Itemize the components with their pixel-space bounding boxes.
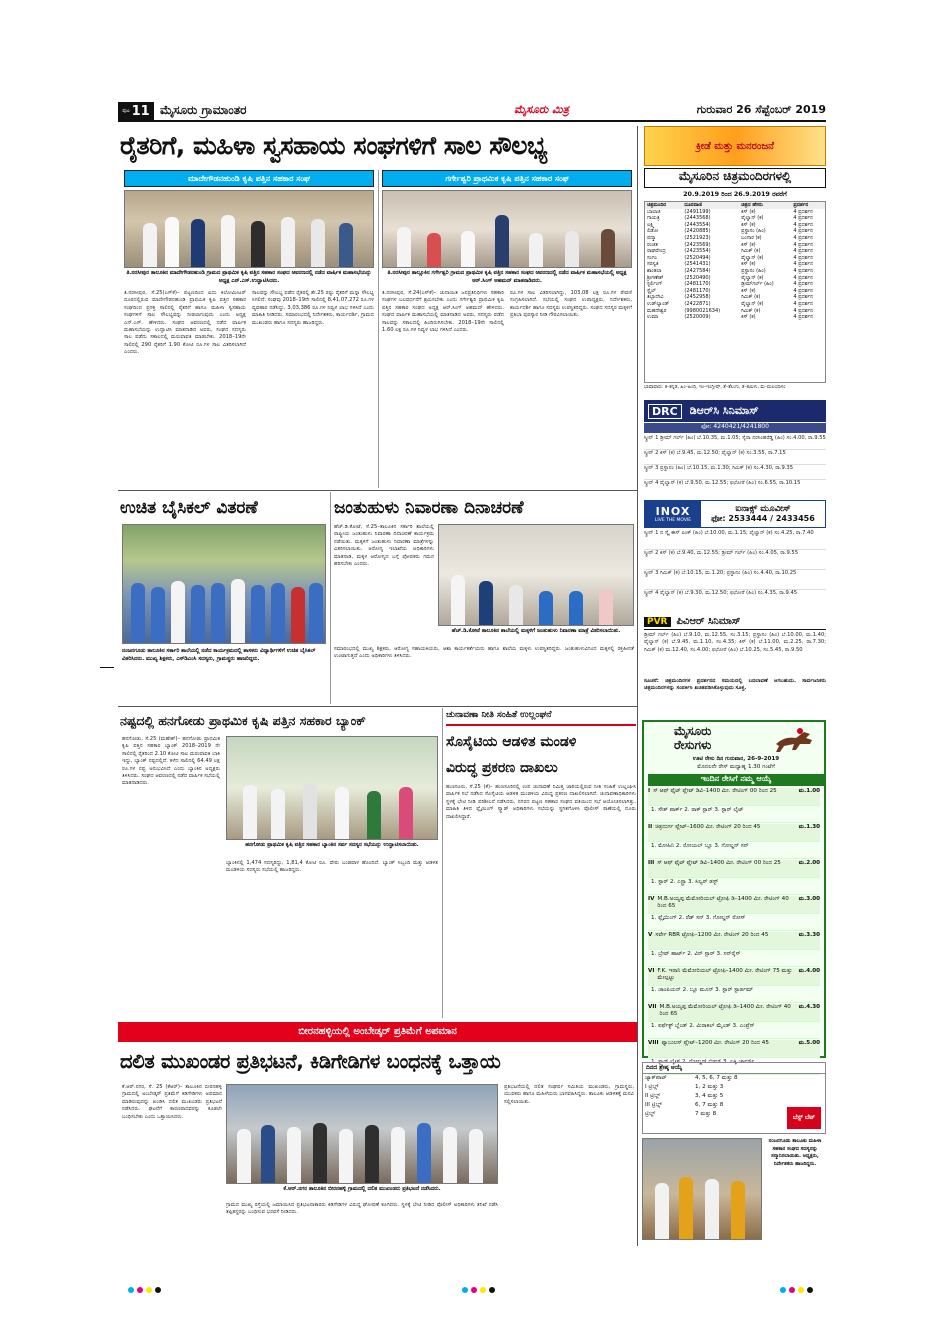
jackpot-cell: I ಟ್ರಿಬ್ಲ್: [645, 1084, 659, 1090]
cinema-cell: 4 ಪ್ರದರ್ಶನ: [793, 241, 813, 248]
pvr-logo: PVR: [644, 617, 671, 627]
cinema-cell: ಪೈಲ್ವಾನ್ (ಕ): [741, 274, 764, 281]
registration-mark: [807, 1287, 813, 1293]
lead-left-caption: ತಿ.ನರಸೀಪುರ ತಾಲೂಕಿನ ಮಾದೇಗೌಡನಹುಂಡಿ ಗ್ರಾಮದ ಪ್ರಾಥಮಿಕ ಕೃಷಿ ಪತ್ತಿನ ಸಹಕಾರ ಸಂಘದ ಆವರಣದಲ್ಲಿ ನಡೆದ ವಾರ್ಷಿಕ ಮಹಾಸಭೆಯನ್ನು ಅಧ್ಯಕ್ಷ ಎನ್.ಎಸ್.ಉದ್ಘಾಟಿಸಿದರು.: [126, 270, 372, 284]
race-number: II: [648, 824, 653, 830]
race-row: [648, 932, 820, 950]
dalit-headline: ದಲಿತ ಮುಖಂಡರ ಪ್ರತಿಭಟನೆ, ಕಿಡಿಗೇಡಿಗಳ ಬಂಧನಕ್ಕೆ ಒತ್ತಾಯ: [120, 1050, 501, 1073]
cinema-row: [645, 215, 825, 222]
inox-row: ಸ್ಕ್ರೀನ್ 4 ಪೈಲ್ವಾನ್ (ಕ) ಬೆ.9.30, ಮ.12.50; ಛಿಛೋರೆ (ಹಿಂ) ಸಂ.4.35, ರಾ.9.45: [644, 590, 798, 596]
masthead: [118, 100, 826, 122]
registration-mark: [137, 1287, 143, 1293]
race-text: F.K. ಇರಾನಿ ಮೆಮೋರಿಯಲ್ ಟ್ರೋಫಿ–1400 ಮೀ. ರೇಟಿಂಗ್ 75 ಮತ್ತು ಮೇಲ್ಪಟ್ಟು: [657, 968, 793, 981]
election-headline-1: ಸೊಸೈಟಿಯ ಆಡಳಿತ ಮಂಡಳಿ: [446, 734, 577, 750]
lead-right-body-1: ತಿ.ನರಸೀಪುರ, ಸೆ.24(ಎಸ್‌ಕೆ)– ಚುನಾಯಿತ ಜನಪ್ರತಿನಿಧಿಗಳು ಸಹಕಾರಿ ಸಂಘಗಳ ಬಲವರ್ಧನೆಗೆ ಶ್ರಮಿಸಬೇಕು ಎಂದು ಗರ್ಗೇಶ್ವರಿ ಪ್ರಾಥಮಿಕ ಕೃಷಿ ಪತ್ತಿನ ಸಹಕಾರ ಸಂಘದ ಅಧ್ಯಕ್ಷ ಆರ್.ಸಿಂಗ್ ಅಹಮದ್ ಹೇಳಿದರು. ಸಂಘದ ವಾರ್ಷಿಕ ಮಹಾಸಭೆಯಲ್ಲಿ ಮಾತನಾಡಿದ ಅವರು, ಸದಸ್ಯರು ಪಡೆದ ಸಾಲವನ್ನು ಸಕಾಲದಲ್ಲಿ ಹಿಂದಿರುಗಿಸಬೇಕು. 2018–19ನೇ ಸಾಲಿನಲ್ಲಿ 1.60 ಲಕ್ಷ ರೂ.ಗಳ ನಿವ್ವಳ ಲಾಭ ಗಳಿಸಿದೆ ಎಂದರು.: [382, 290, 504, 334]
inox-row: ಸ್ಕ್ರೀನ್ 3 ಗಿಮಿಕ್ (ಕ) ಬೆ.10.15, ಮ.1.20; ಪ್ರಸ್ಥಾನಂ (ಹಿಂ) ಸಂ.4.40, ರಾ.10.25: [644, 570, 826, 590]
cinema-cell: ಕಿಸ್ (ಕ): [741, 241, 756, 248]
dalit-body-3: ಪ್ರತಿಭಟನೆಯಲ್ಲಿ ದಲಿತ ಸಂಘರ್ಷ ಸಮಿತಿಯ ಮುಖಂಡರು, ಗ್ರಾಮಸ್ಥರು, ಯುವಕರು ಹಾಗೂ ಮಹಿಳೆಯರು ಭಾಗವಹಿಸಿದ್ದರು. ತಾಲೂಕು ಆಡಳಿತಕ್ಕೆ ಮನವಿ ಸಲ್ಲಿಸಲಾಯಿತು.: [504, 1084, 634, 1105]
deworming-body-2: ಸಮಾರಂಭದಲ್ಲಿ ಮುಖ್ಯ ಶಿಕ್ಷಕರು, ಆರೋಗ್ಯ ಸಹಾಯಕಿಯರು, ಆಶಾ ಕಾರ್ಯಕರ್ತೆಯರು ಹಾಗೂ ಶಾಲೆಯ ಮಕ್ಕಳು ಉಪಸ್ಥಿತರಿದ್ದರು. ಜಂತುಹುಳುವಿನಿಂದ ಮಕ್ಕಳಲ್ಲಿ ರಕ್ತಹೀನತೆ ಉಂಟಾಗುತ್ತದೆ ಎಂದು ಅಧಿಕಾರಿಗಳು ತಿಳಿಸಿದರು.: [334, 646, 634, 660]
jackpot-box: [642, 1062, 826, 1134]
cinema-cell: ಡ್ರೀಮ್‌ಗರ್ಲ್ (ಹಿಂ): [741, 281, 774, 288]
jackpot-cell: 4, 5, 6, 7 ಮತ್ತು 8: [695, 1075, 738, 1081]
lead-left-body-1: ತಿ.ನರಸೀಪುರ, ಸೆ.25(ಎಸ್‌ಕೆ)– ಪಟ್ಟಣದಿಂದ ಐದು ಕಿಲೋಮೀಟರ್ ದೂರದಲ್ಲಿರುವ ಮಾದೇಗೌಡನಹುಂಡಿ ಪ್ರಾಥಮಿಕ ಕೃಷಿ ಪತ್ತಿನ ಸಹಕಾರ ಸಂಘದಿಂದ ಪ್ರಸಕ್ತ ಸಾಲಿನಲ್ಲಿ ರೈತರಿಗೆ ಹಾಗೂ ಮಹಿಳಾ ಸ್ವಸಹಾಯ ಸಂಘಗಳಿಗೆ ಸಾಲ ಸೌಲಭ್ಯವನ್ನು ನೀಡಲಾಗುವುದು ಎಂದು ಅಧ್ಯಕ್ಷ ಎನ್.ಎಸ್. ಹೇಳಿದರು. ಸಂಘದ ಆವರಣದಲ್ಲಿ ನಡೆದ ವಾರ್ಷಿಕ ಮಹಾಸಭೆಯನ್ನು ಉದ್ಘಾಟಿಸಿ ಮಾತನಾಡಿದ ಅವರು, ಸಂಘದ ಸದಸ್ಯರು ಸಾಲ ಪಡೆದು ಸಕಾಲದಲ್ಲಿ ಮರುಪಾವತಿ ಮಾಡಬೇಕು. 2018–19ನೇ ಸಾಲಿನಲ್ಲಿ 290 ರೈತರಿಗೆ 1.90 ಕೋಟಿ ರೂ.ಗಳ ಸಾಲ ವಿತರಿಸಲಾಗಿದೆ ಎಂದರು.: [124, 290, 246, 356]
cycle-caption: ನಂಜನಗೂಡು ತಾಲೂಕಿನ ಸರ್ಕಾರಿ ಶಾಲೆಯಲ್ಲಿ ನಡೆದ ಕಾರ್ಯಕ್ರಮದಲ್ಲಿ ಶಾಸಕರು ವಿದ್ಯಾರ್ಥಿಗಳಿಗೆ ಉಚಿತ ಬೈಸಿಕಲ್ ವಿತರಿಸಿದರು. ಮುಖ್ಯ ಶಿಕ್ಷಕರು, ಎಸ್‌ಡಿಎಂಸಿ ಸದಸ್ಯರು, ಗ್ರಾಮಸ್ಥರು ಹಾಜರಿದ್ದರು.: [122, 648, 316, 662]
cinema-cell: (2520490): [684, 274, 711, 281]
drc-listing: [644, 435, 826, 497]
race-time: ಮ.1.00: [798, 788, 820, 794]
jackpot-cell: III ಟ್ರಿಬ್ಲ್: [645, 1102, 662, 1108]
bank-caption: ಹನಗೋಡು ಪ್ರಾಥಮಿಕ ಕೃಷಿ ಪತ್ತಿನ ಸಹಕಾರ ಬ್ಯಾಂಕಿನ ಸರ್ವ ಸದಸ್ಯರ ಸಭೆಯನ್ನು ಉದ್ಘಾಟಿಸಲಾಯಿತು.: [245, 842, 419, 848]
cinema-cell: (2491199): [684, 208, 711, 215]
jackpot-cell: 7 ಮತ್ತು 8: [695, 1111, 717, 1117]
cinema-cell: (2452958): [684, 294, 711, 301]
race-time: ಮ.3.30: [798, 932, 820, 938]
cycle-headline: ಉಚಿತ ಬೈಸಿಕಲ್ ವಿತರಣೆ: [120, 498, 258, 518]
cinema-cell: 4 ಪ್ರದರ್ಶನ: [793, 261, 813, 268]
inox-row: ಸ್ಕ್ರೀನ್ 2 ಕಿಸ್ (ಕ) ಬೆ.9.40, ಮ.12.55; ಡ್ರೀಮ್ ಗರ್ಲ್ (ಹಿಂ) ಸಂ.4.05, ರಾ.9.55: [644, 550, 826, 570]
inox-header: [644, 500, 826, 528]
jackpot-row: [643, 1101, 783, 1110]
race-time: ಮ.3.00: [798, 896, 820, 902]
race-row: [648, 860, 820, 878]
cinema-cell: 4 ಪ್ರದರ್ಶನ: [793, 300, 813, 307]
lead-left-body-2: ಸಾಲವನ್ನು ಸೌಲಭ್ಯ ಪಡೆದ ರೈತರಲ್ಲಿ ಶೇ.25 ರಷ್ಟು ರೈತರಿಗೆ ಮನ್ನಾ ಸೌಲಭ್ಯ ಸಿಗಲಿದೆ. ಸಂಘವು 2018–19ನೇ ಸಾಲಿನಲ್ಲಿ 8,41,07,272 ರೂ.ಗಳ ವ್ಯವಹಾರ ನಡೆಸಿದ್ದು, 3,03,386 ರೂ.ಗಳ ನಿವ್ವಳ ಲಾಭ ಗಳಿಸಿದೆ ಎಂದು ಮಾಹಿತಿ ನೀಡಿದರು. ಸಮಾರಂಭದಲ್ಲಿ ನಿರ್ದೇಶಕರು, ಕಾರ್ಯದರ್ಶಿ, ಗ್ರಾಮದ ಮುಖಂಡರು ಹಾಗೂ ಸದಸ್ಯರು ಹಾಜರಿದ್ದರು.: [252, 290, 374, 326]
drc-row: ಸ್ಕ್ರೀನ್ 3 ಪ್ರಸ್ಥಾನಂ (ಹಿಂ) ಬೆ.10.15, ಮ.1.30; ಗಿಮಿಕ್ (ಕ) ಸಂ.4.30, ರಾ.9.35: [644, 465, 826, 480]
cinema-cell: ಗಾಯತ್ರಿ: [647, 215, 660, 222]
race-text: ಚಿತ್ರದುರ್ಗ ಪ್ಲೇಟ್–1600 ಮೀ. ರೇಟಿಂಗ್ 20 ರಿಂದ 45: [655, 824, 761, 830]
jackpot-cell: 1, 2 ಮತ್ತು 3: [695, 1084, 724, 1090]
pvr-header: [644, 614, 826, 630]
inox-title: ಐನಾಕ್ಸ್ ಮೂವೀಸ್: [735, 504, 791, 514]
race-text: 1. ಸ್ಟಾರ್ 2. ಎಸ್ಟ್ರಾ 3. ಸಿಲ್ವರ್ ಡಸ್ಟ್: [651, 879, 719, 885]
registration-mark: [146, 1287, 152, 1293]
cinema-cell: ಶ್ರೀಗಣೇಶ್: [647, 274, 664, 281]
cinema-cell: (2422871): [684, 300, 711, 307]
jackpot-cell: 3, 4 ಮತ್ತು 5: [695, 1093, 724, 1099]
race-row: [648, 824, 820, 842]
dalit-photo: [226, 1084, 498, 1184]
dalit-caption: ಕೆ.ಆರ್.ನಗರ ತಾಲೂಕಿನ ಬೀರನಹಳ್ಳಿ ಗ್ರಾಮದಲ್ಲಿ ದಲಿತ ಮುಖಂಡರು ಪ್ರತಿಭಟನೆ ನಡೆಸಿದರು.: [283, 1186, 441, 1192]
drc-row: ಸ್ಕ್ರೀನ್ 2 ಕಿಸ್ (ಕ) ಬೆ.9.45, ಮ.12.50; ಪೈಲ್ವಾನ್ (ಕ) ಸಂ.3.55, ರಾ.7.15: [644, 450, 826, 465]
drc-row: ಸ್ಕ್ರೀನ್ 1 ಡ್ರೀಮ್ ಗರ್ಲ್ (ಹಿಂ) ಬೆ.10.35, ಮ.1.05; ಸೈರಾ ನರಸಿಂಹರೆಡ್ಡಿ (ಹಿಂ) ಸಂ.4.00, ರಾ.9.55: [644, 435, 826, 450]
cinema-cell: (2520494): [684, 254, 711, 261]
lead-right-caption: ತಿ.ನರಸೀಪುರ ತಾಲ್ಲೂಕಿನ ಗರ್ಗೇಶ್ವರಿ ಗ್ರಾಮದ ಪ್ರಾಥಮಿಕ ಕೃಷಿ ಪತ್ತಿನ ಸಹಕಾರ ಸಂಘದ ಆವರಣದಲ್ಲಿ ನಡೆದ ವಾರ್ಷಿಕ ಮಹಾಸಭೆಯಲ್ಲಿ ಅಧ್ಯಕ್ಷ ಆರ್.ಸಿಂಗ್ ಅಹಮದ್ ಮಾತನಾಡಿದರು.: [387, 270, 627, 284]
race-row: [648, 896, 820, 914]
cinema-cell: ಪ್ರಸ್ಥಾನಂ (ಹಿಂ): [741, 267, 766, 274]
cinema-cell: ಉಡ್‌ಲ್ಯಾಂಡ್: [647, 300, 670, 307]
cinema-row: [645, 235, 825, 242]
jackpot-cell: ಟ್ರಿಬ್ಲ್: [645, 1111, 656, 1117]
cinema-row: [645, 294, 825, 301]
drc-phone: ಫೋ: 4240421/4241800: [644, 423, 826, 433]
race-time: ಮ.4.30: [798, 1004, 820, 1010]
race-text: 1. ಸ್ಟಾರ್ ಲೈಟ್ 2. ಗೋಲ್ಡನ್ ಬೀಮ್ 3. ಲಕ್ಕಿ ಚಾರ್ಮ್: [651, 1059, 755, 1065]
jackpot-cell: ಜ್ಯಾಕ್‌ಪಾಟ್: [645, 1075, 667, 1081]
felicitation-photo: [642, 1138, 762, 1240]
election-headline-2: ವಿರುದ್ಧ ಪ್ರಕರಣ ದಾಖಲು: [446, 760, 558, 776]
cycle-photo: [122, 524, 326, 644]
cinema-row: [645, 268, 825, 275]
cinema-row: [645, 275, 825, 282]
drc-title: ಡಿಆರ್‌ಸಿ ಸಿನಿಮಾಸ್: [689, 404, 759, 417]
cinema-row: [645, 308, 825, 315]
cinema-cell: ಶಾಂತಲಾ: [647, 267, 662, 274]
race-selection-row: [648, 915, 820, 931]
lead-right-body-2: ರೂ.ಗಳ ಸಾಲ ವಿತರಿಸಲಾಗಿದ್ದು, 103.08 ಲಕ್ಷ ರೂ.ಗಳ ಠೇವಣಿ ಸಂಗ್ರಹಿಸಲಾಗಿದೆ. ಸಭೆಯಲ್ಲಿ ಸಂಘದ ಉಪಾಧ್ಯಕ್ಷರು, ನಿರ್ದೇಶಕರು, ಕಾರ್ಯದರ್ಶಿ ಹಾಗೂ ಸದಸ್ಯರು ಉಪಸ್ಥಿತರಿದ್ದರು. ಸಂಘದ ಸದಸ್ಯರ ಮಕ್ಕಳಿಗೆ ಪ್ರತಿಭಾ ಪುರಸ್ಕಾರ ನೀಡಿ ಗೌರವಿಸಲಾಯಿತು.: [510, 290, 632, 319]
race-number: IV: [648, 896, 655, 902]
cinema-cell: (2443568): [684, 215, 711, 222]
deworming-headline: ಜಂತುಹುಳು ನಿವಾರಣಾ ದಿನಾಚರಣೆ: [334, 498, 524, 518]
inox-row: ಸ್ಕ್ರೀನ್ 1 ದ ಸ್ಕೈ ಈಸ್ ಪಿಂಕ್ (ಹಿಂ) ಬೆ.10.00, ಮ.1.15; ಪೈಲ್ವಾನ್ (ಕ) ಸಂ.4.25, ರಾ.7.40: [644, 530, 826, 550]
registration-mark: [489, 1287, 495, 1293]
race-row: [648, 1004, 820, 1022]
election-kicker: ಚುನಾವಣಾ ನೀತಿ ಸಂಹಿತೆ ಉಲ್ಲಂಘನೆ: [446, 710, 636, 726]
race-selection-row: [648, 987, 820, 1003]
cinema-cell: (2423554): [684, 248, 711, 255]
cinema-cell: ರಾಘವೇಂದ್ರ: [647, 248, 666, 255]
registration-mark: [480, 1287, 486, 1293]
pvr-listing: ಡ್ರೀಮ್ ಗರ್ಲ್ (ಹಿಂ) ಬೆ.9.10, ಮ.12.55, ಸಂ.3.15; ಪ್ರಸ್ಥಾನಂ (ಹಿಂ) ಬೆ.10.00, ಮ.1.40; ಪೈಲ್ವಾನ್ (ಕ) ಬೆ.9.45, ಮ.1.10, ಸಂ.4.35; ಕಿಸ್ (ಕ) ಬೆ.11.00, ಮ.2.25, ರಾ.7.30; ಗಿಮಿಕ್ (ಕ) ಮ.12.40, ಸಂ.4.00; ಛಿಛೋರೆ (ಹಿಂ) ಬೆ.10.25, ಸಂ.5.45, ರಾ.9.50: [644, 632, 826, 653]
cinema-row: [645, 255, 825, 262]
newspaper-page: [118, 100, 826, 1245]
jackpot-row: [643, 1110, 783, 1119]
race-time: ಮ.5.00: [798, 1040, 820, 1046]
deworming-body-1: ಹೆಚ್.ಡಿ.ಕೋಟೆ, ಸೆ.25–ತಾಲೂಕಿನ ಸರ್ಕಾರಿ ಶಾಲೆಯಲ್ಲಿ ರಾಷ್ಟ್ರೀಯ ಜಂತುಹುಳು ನಿವಾರಣಾ ದಿನಾಚರಣೆ ಕಾರ್ಯಕ್ರಮ ನಡೆಯಿತು. ಮಕ್ಕಳಿಗೆ ಜಂತುಹುಳು ನಿವಾರಣಾ ಮಾತ್ರೆಗಳನ್ನು ವಿತರಿಸಲಾಯಿತು. ಆರೋಗ್ಯ ಇಲಾಖೆಯ ಅಧಿಕಾರಿಗಳು ಮಾತನಾಡಿ, ಮಕ್ಕಳ ಆರೋಗ್ಯದ ಬಗ್ಗೆ ಪೋಷಕರು ಗಮನ ಹರಿಸಬೇಕು ಎಂದರು.: [334, 524, 434, 568]
registration-mark: [155, 1287, 161, 1293]
race-selection-row: [648, 807, 820, 823]
bank-photo: [226, 736, 438, 840]
cinema-cell: (9980021634): [684, 307, 721, 314]
race-selection-row: [648, 843, 820, 859]
cinema-row: [645, 301, 825, 308]
cinema-cell: (2427584): [684, 267, 711, 274]
cinema-cell: ಗಿಮಿಕ್ (ಕ): [741, 307, 761, 314]
cinema-cell: ಪೈಲ್ವಾನ್ (ಕ): [741, 300, 764, 307]
race-text: 1. ಮೋಹಿನಿ 2. ರೋಯಲ್ ಬ್ಲೂ 3. ಗೋಲ್ಡನ್ ಸನ್: [651, 843, 749, 849]
cinema-cell: ಬಾಲಾಜಿ: [647, 208, 661, 215]
jackpot-row: [643, 1092, 783, 1101]
cinema-cell: ಉಮಾ: [647, 314, 659, 321]
cinema-cell: 4 ಪ್ರದರ್ಶನ: [793, 208, 813, 215]
registration-mark: [789, 1287, 795, 1293]
deworming-photo: [438, 524, 634, 626]
sports-entertainment-banner: [644, 126, 826, 166]
race-selection-row: [648, 1023, 820, 1039]
cinema-cell: ಕಿಸ್ (ಕ): [741, 314, 756, 321]
race-time: ಮ.4.00: [798, 968, 820, 974]
cinema-table-header: [645, 202, 825, 209]
races-city: ಮೈಸೂರು: [674, 724, 712, 738]
cinema-date-range: 20.9.2019 ರಿಂದ 26.9.2019 ರವರೆಗೆ: [683, 190, 787, 198]
registration-mark: [471, 1287, 477, 1293]
col-theatre: ಚಿತ್ರಮಂದಿರ: [647, 202, 667, 208]
lead-right-bar: ಗರ್ಗೇಶ್ವರಿ ಪ್ರಾಥಮಿಕ ಕೃಷಿ ಪತ್ತಿನ ಸಹಕಾರ ಸಂಘ: [382, 170, 632, 187]
inox-logo: INOX: [655, 505, 691, 518]
fold-mark: [100, 667, 114, 668]
jackpot-title: ದಿನದ ಶ್ರೇಷ್ಠ ಆಯ್ಕೆ: [643, 1063, 825, 1074]
cinema-row: [645, 281, 825, 288]
cinema-cell: 4 ಪ್ರದರ್ಶನ: [793, 294, 813, 301]
cinema-cell: ಕಿಸ್ (ಕ): [741, 221, 756, 228]
race-text: ಸರ್ವೇ RBR ಟ್ರೋಫಿ–1200 ಮೀ. ರೇಟಿಂಗ್ 20 ರಿಂದ 45: [655, 932, 769, 938]
race-row: [648, 788, 820, 806]
cinema-cell: ತಿಬ್ಬಾದೇವಿ: [647, 294, 664, 301]
race-selection-row: [648, 879, 820, 895]
cinema-cell: ಸಂಗಂ: [647, 254, 657, 261]
cinema-row: [645, 228, 825, 235]
col-shows: ಪ್ರದರ್ಶನ: [793, 202, 809, 208]
drc-header: [644, 400, 826, 422]
race-time: ಮ.1.30: [798, 824, 820, 830]
cinema-cell: (2481170): [684, 287, 711, 294]
cinema-row: [645, 288, 825, 295]
cinema-row: [645, 261, 825, 268]
jackpot-cell: 6, 7 ಮತ್ತು 8: [695, 1102, 724, 1108]
cinema-cell: ಗಿಮಿಕ್ (ಕ): [741, 248, 761, 255]
lead-right-photo: [382, 190, 632, 268]
cinema-row: [645, 242, 825, 249]
cinema-cell: ಸ್ಟೈಲ್: [647, 287, 656, 294]
deworming-caption: ಹೆಚ್.ಡಿ.ಕೋಟೆ ತಾಲೂಕಿನ ಶಾಲೆಯಲ್ಲಿ ಮಕ್ಕಳಿಗೆ ಜಂತುಹುಳು ನಿವಾರಣಾ ಮಾತ್ರೆ ವಿತರಿಸಲಾಯಿತು.: [451, 628, 621, 634]
cinema-cell: ಕಿಸ್ (ಕ): [741, 287, 756, 294]
race-text: M.B.ಅಯ್ಯಪ್ಪ ಮೆಮೋರಿಯಲ್ ಟ್ರೋಫಿ ಡಿ–1400 ಮೀ. ರೇಟಿಂಗ್ 40 ರಿಂದ 65: [659, 1004, 791, 1017]
cinema-cell: (2521923): [684, 234, 711, 241]
race-number: I: [648, 788, 651, 794]
bank-headline: ನಷ್ಟದಲ್ಲಿ ಹನಗೋಡು ಪ್ರಾಥಮಿಕ ಕೃಷಿ ಪತ್ತಿನ ಸಹಕಾರ ಬ್ಯಾಂಕ್: [120, 713, 366, 728]
bank-body-2: ಬ್ಯಾಂಕಿನಲ್ಲಿ 1,474 ಸದಸ್ಯರಿದ್ದು, 1,81,4 ಕೋಟಿ ರೂ. ಷೇರು ಬಂಡವಾಳ ಹೊಂದಿದೆ. ಬ್ಯಾಂಕ್ ಸಿಬ್ಬಂದಿ ಮತ್ತು ಆಡಳಿತ ಮಂಡಳಿಯ ಸದಸ್ಯರು ಸಭೆಯಲ್ಲಿ ಹಾಜರಿದ್ದರು.: [226, 860, 438, 874]
felicitation-caption: ನಂಜನಗೂಡು ತಾಲೂಕು ಮಹಿಳಾ ಸಹಕಾರ ಸಂಘದ ಸದಸ್ಯರನ್ನು ಸನ್ಮಾನಿಸಲಾಯಿತು. ಅಧ್ಯಕ್ಷರು, ನಿರ್ದೇಶಕರು ಹಾಜರಿದ್ದರು.: [768, 1138, 822, 1167]
best-bet-badge: ಬೆಸ್ಟ್ ಬೆಟ್: [787, 1107, 821, 1129]
race-number: V: [648, 932, 653, 938]
cinema-cell: 4 ಪ್ರದರ್ಶನ: [793, 307, 813, 314]
race-text: M.B.ಅಯ್ಯಪ್ಪ ಮೆಮೋರಿಯಲ್ ಟ್ರೋಫಿ ಡಿ–1400 ಮೀ. ರೇಟಿಂಗ್ 40 ರಿಂದ 65: [657, 896, 789, 909]
drc-logo: DRC: [648, 404, 682, 419]
race-text: ಸ್ ಆಫ್ ಫೈಟ್ ಪ್ಲೇಟ್ ಡಿವಿ–1400 ಮೀ. ರೇಟಿಂಗ್ 00 ರಿಂದ 25: [653, 788, 777, 794]
jackpot-row: [643, 1083, 783, 1092]
page-label: ಪುಟ: [122, 108, 130, 114]
cinema-notice: ಸೂಚನೆ: ಚಿತ್ರಮಂದಿರಗಳ ಪ್ರದರ್ಶನದ ಸಮಯದಲ್ಲಿ ಬದಲಾವಣೆ ಆಗಬಹುದು. ಸಾರ್ವಜನಿಕರು ಚಿತ್ರಮಂದಿರಗಳನ್ನು ಸಂಪರ್ಕಿಸಿ ಖಚಿತಪಡಿಸಿಕೊಳ್ಳುವುದು ಸೂಕ್ತ.: [644, 678, 826, 692]
race-number: VII: [648, 1004, 657, 1010]
cinema-cell: (2423569): [684, 241, 711, 248]
lead-left-bar: ಮಾದೇಗೌಡನಹುಂಡಿ ಕೃಷಿ ಪತ್ತಿನ ಸಹಕಾರ ಸಂಘ: [124, 170, 374, 187]
inox-tagline: LIVE THE MOVIE: [654, 518, 692, 523]
cinema-cell: 4 ಪ್ರದರ್ಶನ: [793, 267, 813, 274]
cinema-cell: (2481170): [684, 281, 711, 288]
race-number: VIII: [648, 1040, 659, 1046]
dalit-kicker: ಬೀರನಹಳ್ಳಿಯಲ್ಲಿ ಅಂಬೇಡ್ಕರ್ ಪ್ರತಿಮೆಗೆ ಅಪಮಾನ: [118, 1022, 637, 1042]
cinema-cell: 4 ಪ್ರದರ್ಶನ: [793, 248, 813, 255]
race-text: 1. ಸೌತ್ ಪಾರ್ಕ್ 2. ರಾಕ್ ಸ್ಟಾರ್ 3. ಸ್ಟಾರ್ ಲೈಟ್: [651, 807, 744, 813]
cinema-cell: ಲಿಡೋ: [647, 228, 659, 235]
cinema-cell: 4 ಪ್ರದರ್ಶನ: [793, 221, 813, 228]
races-title: ರೇಸುಗಳು: [674, 738, 712, 752]
inox-logo-block: [645, 501, 701, 527]
dalit-body-1: ಕೆ.ಆರ್.ನಗರ, ಸೆ. 25 (ಕೆಆರ್)– ತಾಲೂಕಿನ ಬೀರನಹಳ್ಳಿ ಗ್ರಾಮದಲ್ಲಿ ಅಂಬೇಡ್ಕರ್ ಪ್ರತಿಮೆಗೆ ಕಿಡಿಗೇಡಿಗಳು ಅಪಮಾನ ಮಾಡಿರುವುದನ್ನು ಖಂಡಿಸಿ ದಲಿತ ಮುಖಂಡರು ಪ್ರತಿಭಟನೆ ನಡೆಸಿದರು. ಘಟನೆಗೆ ಕಾರಣರಾದವರನ್ನು ಕೂಡಲೇ ಬಂಧಿಸಬೇಕು ಎಂದು ಒತ್ತಾಯಿಸಿದರು.: [122, 1084, 222, 1120]
cinema-cell: 4 ಪ್ರದರ್ಶನ: [793, 234, 813, 241]
cinema-row: [645, 314, 825, 321]
race-time: ಮ.2.00: [798, 860, 820, 866]
races-subhead: ಇಂದಿನ ರೇಸಿಗೆ ನಮ್ಮ ಆಯ್ಕೆ: [648, 774, 824, 786]
race-row: [648, 1040, 820, 1058]
cinema-cell: ಪದ್ಮಾ: [647, 234, 656, 241]
cinema-cell: ಪೈಲ್ವಾನ್ (ಕ): [741, 215, 764, 222]
cinema-cell: 4 ಪ್ರದರ್ಶನ: [793, 228, 813, 235]
bank-body-1: ಹನಗೋಡು, ಸೆ.25 (ಮಹೇಶ್)– ಹನಗೋಡು ಪ್ರಾಥಮಿಕ ಕೃಷಿ ಪತ್ತಿನ ಸಹಕಾರ ಬ್ಯಾಂಕ್ 2018–2019 ನೇ ಸಾಲಿನಲ್ಲಿ ರೈತರಿಂದ 2.10 ಕೋಟಿ ಸಾಲ ಮರುಪಾವತಿ ಬಾಕಿ ಇದ್ದು, ಬ್ಯಾಂಕ್ ನಷ್ಟದಲ್ಲಿದೆ. ಕಳೆದ ಸಾಲಿನಲ್ಲಿ 64.49 ಲಕ್ಷ ರೂ.ಗಳ ನಷ್ಟ ಅನುಭವಿಸಿದೆ ಎಂದು ಬ್ಯಾಂಕಿನ ಅಧ್ಯಕ್ಷರು ತಿಳಿಸಿದರು. ಸಂಘದ ಆವರಣದಲ್ಲಿ ನಡೆದ ವಾರ್ಷಿಕ ಸಭೆಯಲ್ಲಿ ಮಾತನಾಡಿದರು.: [122, 736, 220, 787]
cinema-cell: ಲಕ್ಷ್ಮಿ: [647, 221, 655, 228]
jackpot-cell: II ಟ್ರಿಬ್ಲ್: [645, 1093, 661, 1099]
cinema-footnote: ಭಾಷಾವಾರು: ಕ–ಕನ್ನಡ, ಹಿಂ–ಹಿಂದಿ, ಇಂ–ಇಂಗ್ಲೀಷ್, ತೆ–ತೆಲುಗು, ತ–ತಮಿಳು, ಮ–ಮಲಯಾಳಂ: [644, 385, 786, 390]
race-text: ಫ್ಯಾಬುಲಸ್ ಪ್ಲೇಟ್–1200 ಮೀ. ರೇಟಿಂಗ್ 20 ರಿಂದ 45: [661, 1040, 769, 1046]
cinema-cell: ಗಿಮಿಕ್ (ಕ): [741, 294, 761, 301]
cinema-cell: ಮಹದೇಶ್ವರ: [647, 307, 667, 314]
cinema-cell: 4 ಪ್ರದರ್ಶನ: [793, 281, 813, 288]
cinema-cell: (2541431): [684, 261, 711, 268]
registration-mark: [780, 1287, 786, 1293]
cinema-table: [644, 201, 826, 383]
races-start: ಮೊದಲನೇ ರೇಸ್ ಮಧ್ಯಾಹ್ನ 1.30 ಗಂಟೆಗೆ: [697, 764, 775, 770]
cinema-cell: ಪೈಲ್ವಾನ್ (ಕ): [741, 254, 764, 261]
cinema-cell: 4 ಪ್ರದರ್ಶನ: [793, 215, 813, 222]
cinema-cell: ಸ್ಟರ್ಲಿಂಗ್: [647, 281, 663, 288]
races-meeting: ಊಟಿ ರೇಸು ದಿನ ಗುರುವಾರ, 26-9-2019: [692, 756, 780, 762]
lead-left-photo: [124, 190, 374, 268]
col-film: ಚಿತ್ರದ ಹೆಸರು: [741, 202, 763, 208]
dalit-body-2: ಗ್ರಾಮದ ಮುಖ್ಯ ರಸ್ತೆಯಲ್ಲಿ ಜಮಾಯಿಸಿದ ಪ್ರತಿಭಟನಾಕಾರರು ಕಿಡಿಗೇಡಿಗಳ ವಿರುದ್ಧ ಘೋಷಣೆ ಕೂಗಿದರು. ಸ್ಥಳಕ್ಕೆ ಭೇಟಿ ನೀಡಿದ ಪೊಲೀಸ್ ಅಧಿಕಾರಿಗಳು ತನಿಖೆ ನಡೆಸಿ ತಪ್ಪಿತಸ್ಥರನ್ನು ಬಂಧಿಸುವ ಭರವಸೆ ನೀಡಿದರು.: [226, 1202, 498, 1216]
registration-mark: [798, 1287, 804, 1293]
race-text: 1. ಫ್ಲೈಯಿಂಗ್ 2. ರೆಡ್ ಸನ್ 3. ಗೋಲ್ಡನ್ ರೋಸ್: [651, 915, 746, 921]
paper-name: ಮೈಸೂರು ಮಿತ್ರ: [514, 103, 569, 116]
pvr-title: ಪಿವಿಆರ್ ಸಿನಿಮಾಸ್: [676, 616, 741, 627]
race-selection-row: [648, 951, 820, 967]
cinema-cell: ಪ್ರಸ್ಥಾನಂ (ಹಿಂ): [741, 228, 766, 235]
cinema-row: [645, 222, 825, 229]
cinema-cell: 4 ಪ್ರದರ್ಶನ: [793, 287, 813, 294]
cinema-row: [645, 248, 825, 255]
jackpot-row: [643, 1074, 783, 1083]
race-text: ಸ್ ಆಫ್ ಫೈಟ್ ಪ್ಲೇಟ್ ಡಿವಿ–1400 ಮೀ. ರೇಟಿಂಗ್ 00 ರಿಂದ 25: [657, 860, 781, 866]
col-phone: ದೂರವಾಣಿ: [684, 202, 702, 208]
race-text: 1. ಚಾಂಪಿಯನ್ 2. ಬ್ಲೂ ಮೂನ್ 3. ಸ್ಟಾರ್ ಸ್ಟಾರ್ಡಮ್: [651, 987, 754, 993]
banner-title: ಕ್ರೀಡೆ ಮತ್ತು ಮನರಂಜನೆ: [695, 140, 775, 152]
cinema-cell: (2443554): [684, 221, 711, 228]
registration-mark: [128, 1287, 134, 1293]
section-name: ಮೈಸೂರು ಗ್ರಾಮಾಂತರ: [160, 103, 247, 117]
inox-phone: ಫೋ: 2533444 / 2433456: [711, 514, 815, 523]
page-number-box: [118, 102, 154, 120]
horse-icon: [770, 724, 820, 756]
cinema-cell: ಕಿಸ್ (ಕ): [741, 208, 756, 215]
cinema-cell: ಕಿಸ್ (ಕ): [741, 261, 756, 268]
cinema-cell: (2420885): [684, 228, 711, 235]
page-number: 11: [131, 103, 150, 119]
cinema-cell: ಸರಸ್ವತಿ: [647, 261, 659, 268]
cinema-cell: ಬಂಗಾರ (ಕ): [741, 234, 762, 241]
cinema-cell: 4 ಪ್ರದರ್ಶನ: [793, 254, 813, 261]
cinema-cell: (2520009): [684, 314, 711, 321]
cinema-cell: ರಂಜಿತ: [647, 241, 658, 248]
inox-listing: [644, 530, 826, 612]
cinema-title: ಮೈಸೂರಿನ ಚಿತ್ರಮಂದಿರಗಳಲ್ಲಿ: [644, 168, 826, 188]
issue-date: ಗುರುವಾರ 26 ಸೆಪ್ಟೆಂಬರ್ 2019: [696, 103, 826, 116]
drc-row: ಸ್ಕ್ರೀನ್ 4 ಪೈಲ್ವಾನ್ (ಕ) ಬೆ.9.50, ಮ.12.55; ಛಿಛೋರೆ (ಹಿಂ) ಸಂ.6.55, ರಾ.10.15: [644, 480, 801, 486]
cinema-cell: 4 ಪ್ರದರ್ಶನ: [793, 314, 813, 321]
race-number: VI: [648, 968, 655, 974]
cinema-cell: 4 ಪ್ರದರ್ಶನ: [793, 274, 813, 281]
cinema-row: [645, 209, 825, 216]
race-text: 1. ಬ್ರೇವ್ ಹಾರ್ಟ್ 2. ವಿನ್ ಸ್ಟಾರ್ 3. ಸನ್‌ರೈಸ್: [651, 951, 741, 957]
race-number: III: [648, 860, 655, 866]
races-box: [642, 720, 826, 1065]
race-text: 1. ಪರ್ಫೆಕ್ಟ್ ಬ್ಲೆಂಡ್ 2. ಮಿರಾಕಲ್ ಮೈಂಡ್ 3. ಎಂಪ್ರೆಸ್: [651, 1023, 755, 1029]
lead-headline: ರೈತರಿಗೆ, ಮಹಿಳಾ ಸ್ವಸಹಾಯ ಸಂಘಗಳಿಗೆ ಸಾಲ ಸೌಲಭ್ಯ: [120, 131, 548, 160]
election-body: ಹುಣಸೂರು, ಸೆ.25 (ಕೆ)– ಹುಣಸೂರಿನಲ್ಲಿ ಉಪ ಚುನಾವಣೆ ನಿಮಿತ್ತ ಜಾರಿಯಲ್ಲಿರುವ ನೀತಿ ಸಂಹಿತೆ ಉಲ್ಲಂಘಿಸಿ ವಾರ್ಷಿಕ ಸಭೆ ನಡೆಸಿದ ಸೊಸೈಟಿಯ ಆಡಳಿತ ಮಂಡಳಿಯ ವಿರುದ್ಧ ಪ್ರಕರಣ ದಾಖಲಿಸಲಾಗಿದೆ. ಚುನಾವಣಾಧಿಕಾರಿಗಳು ಸ್ಥಳಕ್ಕೆ ಭೇಟಿ ನೀಡಿ ಪರಿಶೀಲನೆ ನಡೆಸಿದರು. ನಗರದ ಪಟ್ಟಣ ಸಹಕಾರ ಸಂಘದ ವತಿಯಿಂದ ಸಭೆ ಆಯೋಜಿಸಲಾಗಿತ್ತು. ಮಾಹಿತಿ ತಿಳಿದ ಫ್ಲೈಯಿಂಗ್ ಸ್ಕ್ವಾಡ್ ಅಧಿಕಾರಿಗಳು ಸಭೆಯನ್ನು ಸ್ಥಗಿತಗೊಳಿಸಿ ಪೊಲೀಸ್ ಠಾಣೆಯಲ್ಲಿ ದೂರು ದಾಖಲಿಸಿದ್ದಾರೆ.: [446, 784, 636, 820]
registration-mark: [462, 1287, 468, 1293]
race-row: [648, 968, 820, 986]
